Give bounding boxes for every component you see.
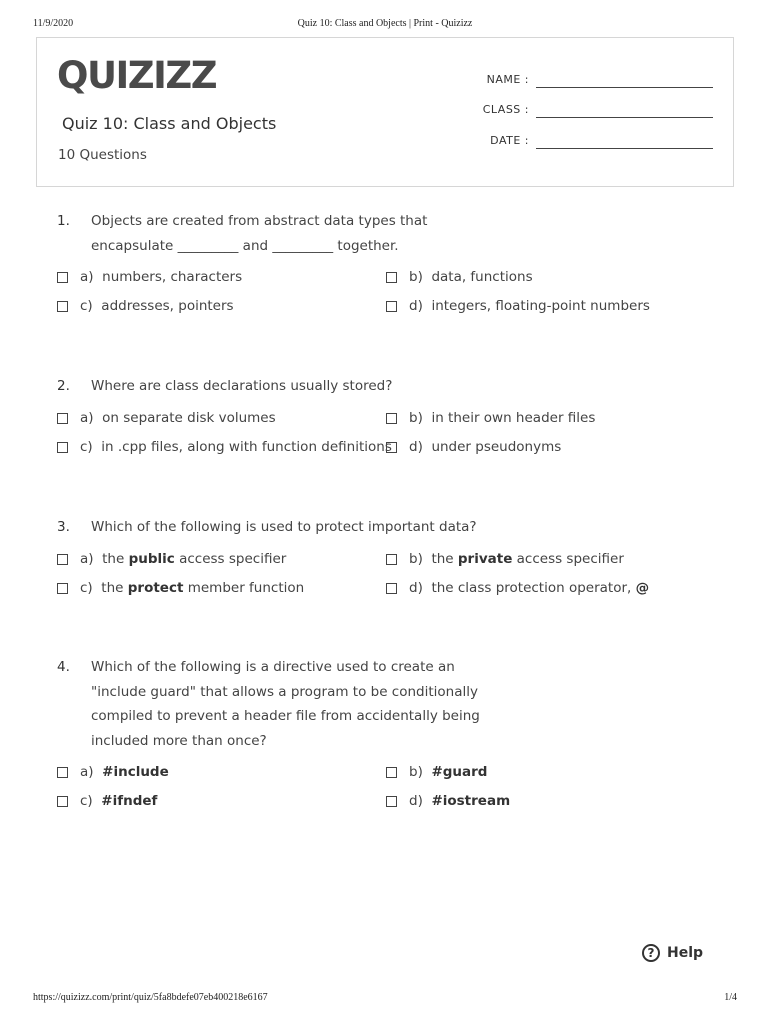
option-keyword: #ifndef: [101, 793, 158, 810]
option-letter: c): [80, 579, 93, 596]
option-keyword: #guard: [431, 764, 488, 781]
print-page-number: 1/4: [724, 992, 737, 1003]
answer-text: [409, 764, 487, 780]
option-letter: d): [409, 438, 423, 455]
option-letter: a): [80, 269, 94, 286]
option-text: data, functions: [431, 269, 533, 286]
checkbox-icon[interactable]: [57, 554, 68, 565]
option-letter: c): [80, 298, 93, 315]
answer-text: [409, 439, 561, 455]
class-field: [453, 100, 713, 118]
class-label: CLASS :: [482, 103, 529, 116]
question-text: Objects are created from abstract data types that encapsulate _________ and _________ together.: [91, 213, 428, 254]
checkbox-icon[interactable]: [57, 767, 68, 778]
question-number: 2.: [57, 378, 70, 394]
answer-text: [409, 551, 624, 567]
option-letter: d): [409, 298, 423, 315]
date-line: [536, 148, 713, 149]
option-letter: d): [409, 579, 423, 596]
answer-text: [409, 793, 510, 809]
option-text: integers, floating-point numbers: [431, 298, 650, 315]
checkbox-icon[interactable]: [386, 796, 397, 807]
checkbox-icon[interactable]: [57, 272, 68, 283]
answer-text: [409, 269, 533, 285]
question-circle-icon: ?: [642, 944, 660, 962]
quiz-header-card: [36, 37, 734, 187]
question-number: 4.: [57, 659, 70, 675]
name-label: NAME :: [486, 73, 529, 86]
option-keyword: private: [457, 550, 513, 567]
checkbox-icon[interactable]: [57, 413, 68, 424]
option-letter: d): [409, 793, 423, 810]
question-number: 3.: [57, 519, 70, 535]
checkbox-icon[interactable]: [386, 554, 397, 565]
date-field: [453, 131, 713, 149]
option-letter: b): [409, 269, 423, 286]
question-text: Which of the following is used to protect important data?: [91, 519, 477, 535]
print-date: 11/9/2020: [33, 18, 74, 29]
option-letter: b): [409, 409, 423, 426]
class-line: [536, 117, 713, 118]
option-letter: b): [409, 764, 423, 781]
answer-text: [80, 269, 242, 285]
quiz-title: Quiz 10: Class and Objects: [62, 114, 277, 133]
print-page-title: Quiz 10: Class and Objects | Print - Quizizz: [297, 18, 473, 29]
name-line: [536, 87, 713, 88]
option-text: in their own header files: [431, 409, 596, 426]
name-field: [453, 70, 713, 88]
option-letter: c): [80, 438, 93, 455]
option-letter: a): [80, 409, 94, 426]
option-keyword: #iostream: [431, 793, 511, 810]
option-text: the: [102, 550, 129, 567]
print-header: [33, 18, 737, 32]
answer-text: [409, 580, 649, 596]
option-text: the: [101, 579, 128, 596]
option-text: the class protection operator,: [431, 579, 636, 596]
answer-text: [80, 793, 157, 809]
answer-text: [409, 298, 650, 314]
date-label: DATE :: [490, 134, 529, 147]
option-text: the: [431, 550, 458, 567]
answer-text: [80, 551, 286, 567]
option-text: numbers, characters: [102, 269, 243, 286]
option-text: on separate disk volumes: [102, 409, 276, 426]
checkbox-icon[interactable]: [386, 767, 397, 778]
checkbox-icon[interactable]: [386, 442, 397, 453]
option-letter: c): [80, 793, 93, 810]
option-letter: a): [80, 764, 94, 781]
option-letter: a): [80, 550, 94, 567]
answer-text: [80, 439, 392, 455]
answer-text: [409, 410, 595, 426]
option-text-suffix: access specifier: [512, 550, 624, 567]
checkbox-icon[interactable]: [386, 272, 397, 283]
answer-text: [80, 764, 169, 780]
question-text: Which of the following is a directive used to create an "include guard" that allows a program to be conditionally compiled to prevent a header file from accidentally being included more than once?: [91, 659, 480, 749]
checkbox-icon[interactable]: [57, 301, 68, 312]
print-url: https://quizizz.com/print/quiz/5fa8bdefe07eb400218e6167: [33, 992, 268, 1003]
option-text: addresses, pointers: [101, 298, 234, 315]
checkbox-icon[interactable]: [57, 583, 68, 594]
help-label: Help: [667, 945, 704, 961]
option-text: in .cpp files, along with function definitions: [101, 438, 392, 455]
checkbox-icon[interactable]: [57, 796, 68, 807]
option-keyword: #include: [102, 764, 169, 781]
checkbox-icon[interactable]: [386, 301, 397, 312]
answer-text: [80, 298, 234, 314]
option-letter: b): [409, 550, 423, 567]
answer-text: [80, 410, 276, 426]
option-text: under pseudonyms: [431, 438, 562, 455]
answer-text: [80, 580, 304, 596]
question-number: 1.: [57, 213, 70, 229]
question-count: 10 Questions: [58, 147, 147, 163]
print-footer: [33, 992, 737, 1006]
quizizz-logo: QUIZIZZ: [57, 54, 217, 97]
checkbox-icon[interactable]: [386, 583, 397, 594]
option-text-suffix: access specifier: [174, 550, 287, 567]
question-text: Where are class declarations usually stored?: [91, 378, 393, 394]
checkbox-icon[interactable]: [386, 413, 397, 424]
option-keyword: @: [635, 579, 650, 596]
checkbox-icon[interactable]: [57, 442, 68, 453]
option-text-suffix: member function: [183, 579, 305, 596]
option-keyword: protect: [127, 579, 184, 596]
option-keyword: public: [128, 550, 175, 567]
